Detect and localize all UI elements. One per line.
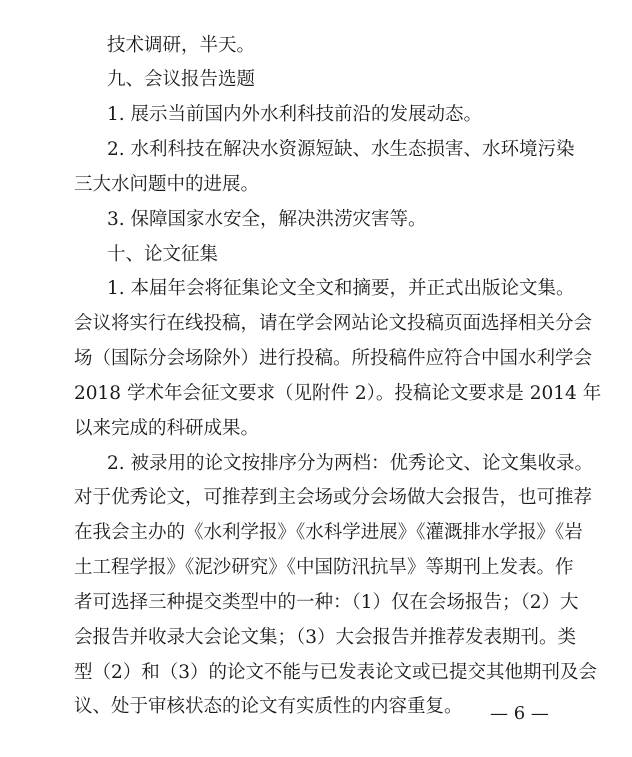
paragraph-line: 会议将实行在线投稿，请在学会网站论文投稿页面选择相关分会 [74, 313, 593, 334]
paragraph-line: 2. 被录用的论文按排序分为两档：优秀论文、论文集收录。 [107, 453, 594, 474]
section-heading-ten: 十、论文征集 [107, 244, 219, 265]
list-item-2-cont: 三大水问题中的进展。 [74, 174, 260, 195]
paragraph-line: 技术调研，半天。 [107, 35, 256, 56]
list-item-2: 2. 水利科技在解决水资源短缺、水生态损害、水环境污染 [107, 139, 575, 160]
list-item-1: 1. 展示当前国内外水利科技前沿的发展动态。 [107, 104, 483, 125]
paragraph-line: 议、处于审核状态的论文有实质性的内容重复。 [74, 696, 463, 717]
list-item-3: 3. 保障国家水安全，解决洪涝灾害等。 [107, 209, 427, 230]
paragraph-line: 场（国际分会场除外）进行投稿。所投稿件应符合中国水利学会 [74, 348, 593, 369]
page-number: — 6 — [490, 703, 549, 724]
paragraph-line: 1. 本届年会将征集论文全文和摘要，并正式出版论文集。 [107, 278, 575, 299]
paragraph-line: 会报告并收录大会论文集；（3）大会报告并推荐发表期刊。类 [74, 627, 577, 648]
paragraph-line: 者可选择三种提交类型中的一种：（1）仅在会场报告；（2）大 [74, 592, 579, 613]
paragraph-line: 以来完成的科研成果。 [74, 418, 260, 439]
paragraph-line: 对于优秀论文，可推荐到主会场或分会场做大会报告，也可推荐 [74, 487, 593, 508]
paragraph-line: 型（2）和（3）的论文不能与已发表论文或已提交其他期刊及会 [74, 662, 598, 683]
paragraph-line: 2018 学术年会征文要求（见附件 2）。投稿论文要求是 2014 年 [74, 383, 602, 404]
section-heading-nine: 九、会议报告选题 [107, 69, 256, 90]
paragraph-line: 土工程学报》《泥沙研究》《中国防汛抗旱》等期刊上发表。作 [74, 557, 574, 578]
paragraph-line: 在我会主办的《水利学报》《水科学进展》《灌溉排水学报》《岩 [74, 522, 583, 543]
